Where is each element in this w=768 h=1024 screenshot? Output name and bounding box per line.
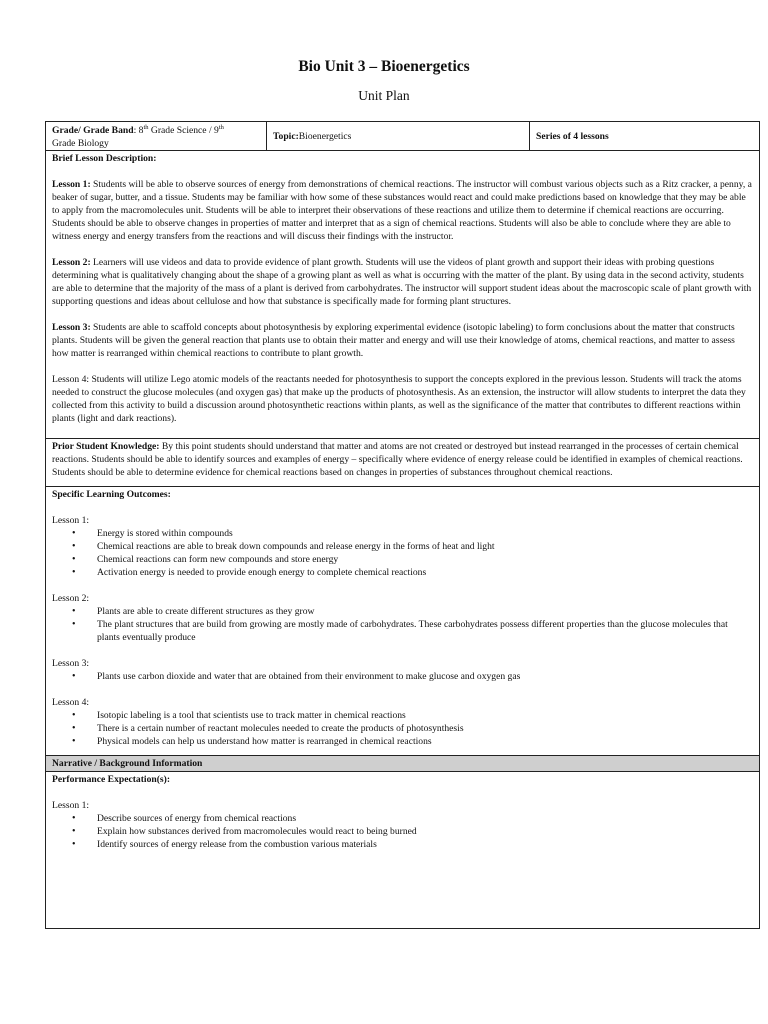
performance-group-label: Lesson 1: <box>52 800 90 811</box>
topic-value: Bioenergetics <box>298 130 352 142</box>
list-item: • Isotopic labeling is a tool that scientists use to track matter in chemical reactions <box>52 709 753 722</box>
outcome-list <box>52 527 753 579</box>
lesson-label: Lesson 2: <box>52 257 91 268</box>
outcome-list <box>52 709 753 748</box>
list-item: • Physical models can help us understand how matter is rearranged in chemical reactions <box>52 735 753 748</box>
list-item: • The plant structures that are build from growing are mostly made of carbohydrates. These carbohydrates possess different properties than the glucose molecules that plants eventually produce <box>52 618 753 644</box>
grade-value-b: Grade Science / 9 <box>148 125 219 136</box>
topic-label: Topic: <box>273 130 299 142</box>
list-item: • Plants use carbon dioxide and water that are obtained from their environment to make glucose and oxygen gas <box>52 670 753 683</box>
list-item: • Plants are able to create different structures as they grow <box>52 605 753 618</box>
lesson-1-paragraph <box>52 178 753 243</box>
prior-knowledge-text: By this point students should understand that matter and atoms are not created or destroyed but instead rearranged in the processes of certain chemical reactions. Students should be able to identify sources and examples of energy – specifically where evidence of energy release could be identified in examples of chemical reactions. Students should be able to determine evidence for chemical reactions based on changes in properties of substances throughout chemical reactions. <box>52 441 743 478</box>
outcomes-heading: Specific Learning Outcomes: <box>52 489 171 500</box>
list-item: • Energy is stored within compounds <box>52 527 753 540</box>
prior-knowledge-paragraph <box>52 440 753 479</box>
list-item: • Describe sources of energy from chemical reactions <box>52 812 753 825</box>
unit-plan-table <box>45 121 760 929</box>
list-item: • Chemical reactions are able to break down compounds and release energy in the forms of heat and light <box>52 540 753 553</box>
prior-knowledge-section <box>46 439 759 487</box>
grade-sup-a: th <box>143 123 149 131</box>
narrative-heading: Narrative / Background Information <box>46 756 759 772</box>
list-item: • Activation energy is needed to provide enough energy to complete chemical reactions <box>52 566 753 579</box>
outcome-group-label: Lesson 2: <box>52 593 90 604</box>
grade-label: Grade/ Grade Band <box>52 125 134 136</box>
list-item: • Chemical reactions can form new compounds and store energy <box>52 553 753 566</box>
grade-value-a: : 8 <box>133 125 144 136</box>
prior-knowledge-label: Prior Student Knowledge: <box>52 441 160 452</box>
lesson-label: Lesson 3: <box>52 322 91 333</box>
grade-sup-b: th <box>218 123 224 131</box>
outcome-list <box>52 605 753 644</box>
outcome-group-label: Lesson 3: <box>52 658 90 669</box>
lesson-text: Students are able to scaffold concepts about photosynthesis by exploring experimental evidence (isotopic labeling) to form conclusions about the matter that constructs plants. Students will be given the general reaction that plants use to obtain their matter and energy and will use their knowledge of atoms, chemical reactions, and matter to assess how matter is rearranged within chemical reactions to contribute to plant growth. <box>52 322 735 359</box>
page-title: Bio Unit 3 – Bioenergetics <box>298 58 470 75</box>
list-item: • Explain how substances derived from macromolecules would react to being burned <box>52 825 753 838</box>
topic-cell <box>267 122 530 150</box>
outcome-group-label: Lesson 1: <box>52 515 90 526</box>
lesson-text: Learners will use videos and data to provide evidence of plant growth. Students will use the videos of plant growth and support their ideas with probing questions determining what is qualitatively changing about the shape of a growing plant as well as what is occurring with the matter of the plant. By using data in the second activity, students are able to determine that the majority of the mass of a plant is derived from carbohydrates. The instructor will support student ideas about the macroscopic scale of plant growth with supporting questions and ideas about cellulose and how that substance is specifically made for forming plant structures. <box>52 257 752 307</box>
lesson-text: Students will be able to observe sources of energy from demonstrations of chemical reactions. The instructor will combust various objects such as a Ritz cracker, a penny, a beaker of sugar, butter, and a tissue. Students may be familiar with how some of these substances would react and could make predictions based on knowledge that they may be able to apply from the macromolecules unit. Students will be able to interpret their observations of these reactions and utilize them to determine if chemical reactions are occurring. Students should be able to observe changes in properties of matter and interpret that as a sign of chemical reactions. Students will also be able to conclude where they are able to witness energy and energy transfers from the reactions and will discuss their findings with the instructor. <box>52 179 752 242</box>
outcome-list <box>52 670 753 683</box>
lesson-label: Lesson 1: <box>52 179 91 190</box>
outcome-group-label: Lesson 4: <box>52 697 90 708</box>
lesson-3-paragraph <box>52 321 753 360</box>
list-item: • Identify sources of energy release from the combustion various materials <box>52 838 753 851</box>
grade-value-c: Grade Biology <box>52 138 109 149</box>
page-subtitle: Unit Plan <box>358 88 410 103</box>
learning-outcomes-section <box>46 487 759 756</box>
series-cell: Series of 4 lessons <box>536 130 609 142</box>
performance-heading: Performance Expectation(s): <box>52 774 171 785</box>
lesson-2-paragraph <box>52 256 753 308</box>
performance-list <box>52 812 753 851</box>
grade-cell <box>46 122 267 150</box>
info-row <box>46 122 759 151</box>
lesson-4-paragraph: Lesson 4: Students will utilize Lego atomic models of the reactants needed for photosynthesis to support the concepts explored in the previous lesson. Students will track the atoms needed to construct the glucose molecules (and oxygen gas) that make up the products of photosynthesis. As an extension, the instructor will allow students to interpret the data they collected from this activity to build a discussion around photosynthetic reactions within plants, as well as the significance of the matter that contributes to different reactions within plants (light and dark reactions). <box>52 374 746 424</box>
brief-description-section <box>46 151 759 439</box>
performance-section <box>46 772 759 852</box>
list-item: • There is a certain number of reactant molecules needed to create the products of photosynthesis <box>52 722 753 735</box>
brief-heading: Brief Lesson Description: <box>52 153 157 164</box>
